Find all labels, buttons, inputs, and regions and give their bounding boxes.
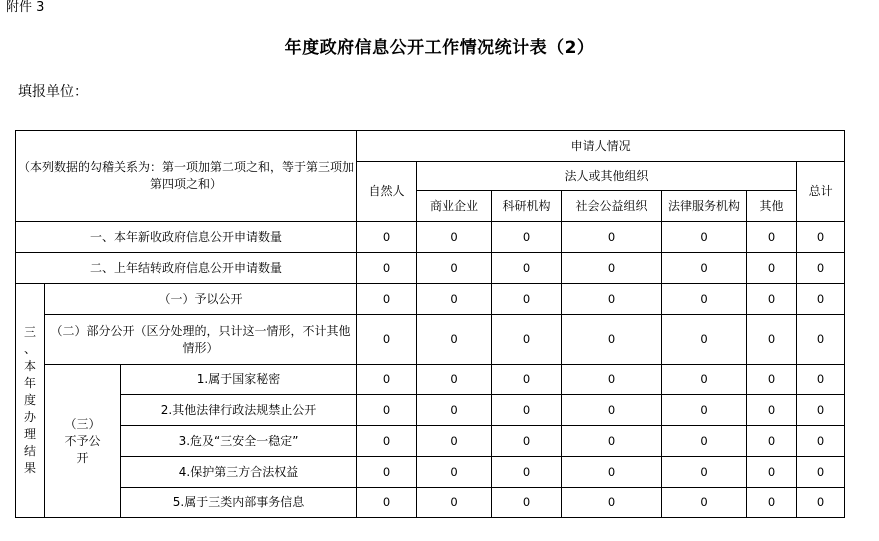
value-cell: 0 — [357, 253, 417, 284]
result-group-label — [16, 284, 45, 518]
annex-label: 附件 3 — [6, 0, 45, 15]
value-cell: 0 — [562, 365, 662, 395]
table-row — [16, 457, 845, 488]
org-type-header: 科研机构 — [492, 191, 562, 222]
value-cell: 0 — [747, 395, 797, 426]
value-cell: 0 — [357, 284, 417, 315]
value-cell: 0 — [662, 222, 747, 253]
value-cell: 0 — [662, 457, 747, 488]
table-row — [16, 222, 845, 253]
result-group-char: 年 — [23, 376, 36, 390]
value-cell: 0 — [747, 315, 797, 365]
value-cell: 0 — [562, 284, 662, 315]
result-group-char: 本 — [23, 359, 36, 373]
table-row — [16, 426, 845, 457]
natural-person-header: 自然人 — [357, 162, 417, 222]
fill-unit-label: 填报单位： — [18, 84, 88, 100]
value-cell: 0 — [357, 395, 417, 426]
applicant-info-header: 申请人情况 — [357, 131, 845, 162]
value-cell: 0 — [417, 284, 492, 315]
table-row — [16, 395, 845, 426]
value-cell: 0 — [492, 365, 562, 395]
table-row — [16, 315, 845, 365]
value-cell: 0 — [562, 488, 662, 518]
table-row — [16, 253, 845, 284]
row-label-not-disclosed: （三）不予公开 — [45, 365, 121, 518]
header-note: （本列数据的勾稽关系为：第一项加第二项之和，等于第三项加第四项之和） — [18, 160, 355, 191]
table-row — [16, 284, 845, 315]
value-cell: 0 — [662, 426, 747, 457]
value-cell: 0 — [797, 488, 845, 518]
value-cell: 0 — [357, 315, 417, 365]
value-cell: 0 — [747, 426, 797, 457]
result-group-char: 、 — [23, 342, 36, 356]
value-cell: 0 — [662, 284, 747, 315]
value-cell: 0 — [662, 315, 747, 365]
table-row — [16, 488, 845, 518]
value-cell: 0 — [747, 457, 797, 488]
value-cell: 0 — [417, 253, 492, 284]
value-cell: 0 — [662, 253, 747, 284]
value-cell: 0 — [417, 315, 492, 365]
value-cell: 0 — [562, 426, 662, 457]
value-cell: 0 — [357, 222, 417, 253]
value-cell: 0 — [797, 457, 845, 488]
result-group-char: 三 — [23, 325, 36, 339]
value-cell: 0 — [747, 488, 797, 518]
row-label-partial: （二）部分公开（区分处理的，只计这一情形，不计其他情形） — [45, 315, 357, 365]
value-cell: 0 — [747, 253, 797, 284]
table-row — [16, 365, 845, 395]
value-cell: 0 — [492, 426, 562, 457]
org-type-header: 其他 — [747, 191, 797, 222]
value-cell: 0 — [562, 315, 662, 365]
value-cell: 0 — [492, 222, 562, 253]
value-cell: 0 — [662, 488, 747, 518]
value-cell: 0 — [662, 395, 747, 426]
statistics-table — [15, 130, 845, 518]
value-cell: 0 — [747, 365, 797, 395]
result-group-char: 度 — [23, 393, 36, 407]
value-cell: 0 — [562, 253, 662, 284]
result-group-char: 结 — [23, 444, 36, 458]
value-cell: 0 — [797, 284, 845, 315]
value-cell: 0 — [662, 365, 747, 395]
header-note-cell — [16, 131, 357, 222]
header-row — [16, 131, 845, 162]
row-label-new-requests: 一、本年新收政府信息公开申请数量 — [16, 222, 357, 253]
value-cell: 0 — [417, 488, 492, 518]
value-cell: 0 — [797, 395, 845, 426]
value-cell: 0 — [797, 365, 845, 395]
reason-label: 5.属于三类内部事务信息 — [121, 488, 357, 518]
total-header: 总计 — [797, 162, 845, 222]
legal-group-header: 法人或其他组织 — [417, 162, 797, 191]
value-cell: 0 — [562, 457, 662, 488]
value-cell: 0 — [357, 426, 417, 457]
value-cell: 0 — [417, 426, 492, 457]
reason-label: 1.属于国家秘密 — [121, 365, 357, 395]
value-cell: 0 — [562, 222, 662, 253]
value-cell: 0 — [357, 365, 417, 395]
value-cell: 0 — [797, 253, 845, 284]
value-cell: 0 — [492, 315, 562, 365]
result-group-char: 果 — [23, 461, 36, 475]
value-cell: 0 — [417, 365, 492, 395]
value-cell: 0 — [492, 488, 562, 518]
value-cell: 0 — [492, 457, 562, 488]
value-cell: 0 — [492, 284, 562, 315]
result-group-char: 办 — [23, 410, 36, 424]
org-type-header: 社会公益组织 — [562, 191, 662, 222]
value-cell: 0 — [417, 222, 492, 253]
reason-label: 2.其他法律行政法规禁止公开 — [121, 395, 357, 426]
value-cell: 0 — [492, 253, 562, 284]
value-cell: 0 — [492, 395, 562, 426]
reason-label: 3.危及“三安全一稳定” — [121, 426, 357, 457]
value-cell: 0 — [797, 222, 845, 253]
value-cell: 0 — [357, 457, 417, 488]
org-type-header: 商业企业 — [417, 191, 492, 222]
value-cell: 0 — [747, 284, 797, 315]
value-cell: 0 — [417, 457, 492, 488]
value-cell: 0 — [357, 488, 417, 518]
org-type-header: 法律服务机构 — [662, 191, 747, 222]
row-label-disclosed: （一）予以公开 — [45, 284, 357, 315]
page-title: 年度政府信息公开工作情况统计表（2） — [284, 38, 595, 58]
value-cell: 0 — [747, 222, 797, 253]
reason-label: 4.保护第三方合法权益 — [121, 457, 357, 488]
row-label-carried-over: 二、上年结转政府信息公开申请数量 — [16, 253, 357, 284]
result-group-char: 理 — [23, 427, 36, 441]
value-cell: 0 — [562, 395, 662, 426]
value-cell: 0 — [797, 315, 845, 365]
value-cell: 0 — [797, 426, 845, 457]
value-cell: 0 — [417, 395, 492, 426]
